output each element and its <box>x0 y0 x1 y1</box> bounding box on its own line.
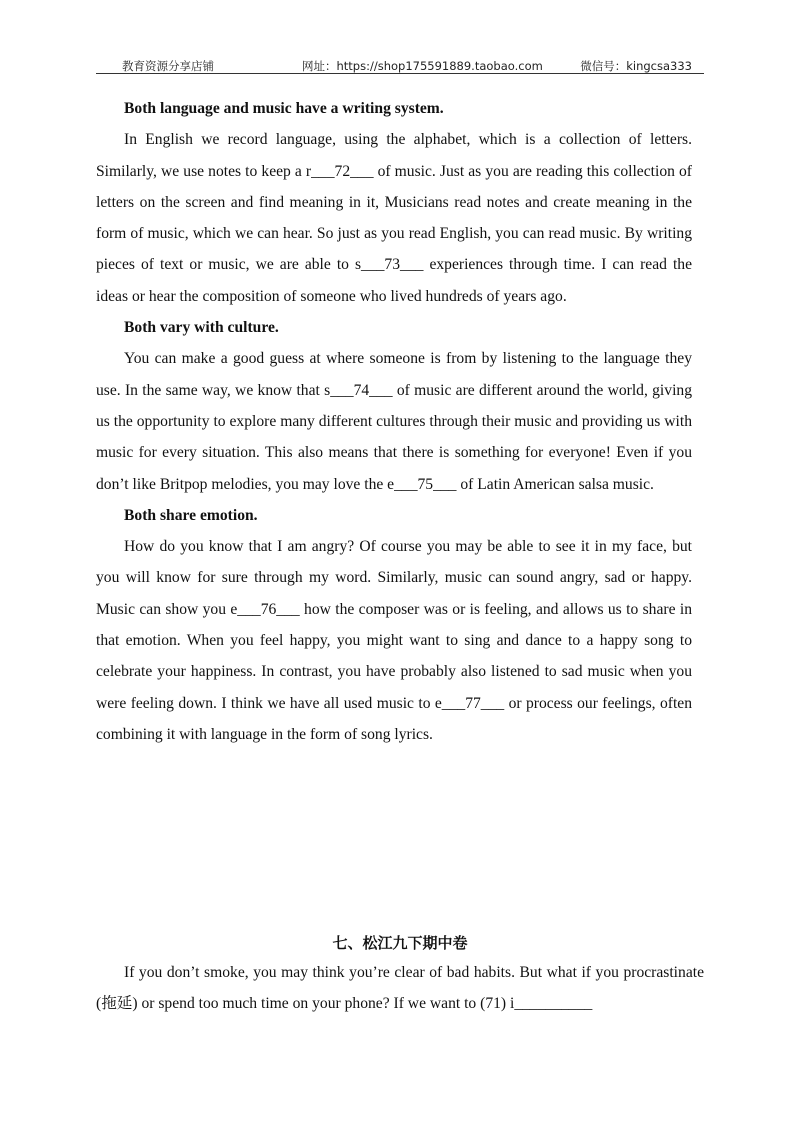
header-wechat-id: 微信号：kingcsa333 <box>580 59 692 73</box>
reading-passage <box>96 93 692 750</box>
header-shop-url: 网址：https://shop175591889.taobao.com <box>302 59 543 73</box>
paragraph-culture: You can make a good guess at where someone is from by listening to the language they use. In the same way, we know that s___74___ of music are different around the world, giving us the opportunity to explore many different cultures through their music and providing us with music for every situation. This also means that there is something for everyone! Even if you don’t like Britpop melodies, you may love the e___75___ of Latin American salsa music. <box>96 350 692 493</box>
header-shop-name: 教育资源分享店铺 <box>122 59 214 73</box>
paragraph-emotion: How do you know that I am angry? Of course you may be able to see it in my face, but you will know for sure through my word. Similarly, music can sound angry, sad or happy. Music can show you e___76___ how the composer was or is feeling, and allows us to share in that emotion. When you feel happy, you might want to sing and dance to a happy song to celebrate your happiness. In contrast, you have probably also listened to sad music when you were feeling down. I think we have all used music to e___77___ or process our feelings, often combining it with language in the form of song lyrics. <box>96 538 692 743</box>
second-passage <box>96 957 704 1020</box>
paragraph-writing-system: In English we record language, using the alphabet, which is a collection of letters. Similarly, we use notes to keep a r___72___ of music. Just as you are reading this collection of letters on the screen and find meaning in it, Musicians read notes and create meaning in the form of music, which we can hear. So just as you read English, you can read music. By writing pieces of text or music, we are able to s___73___ experiences through time. I can read the ideas or hear the composition of someone who lived hundreds of years ago. <box>96 131 692 305</box>
section-heading-emotion: Both share emotion. <box>124 506 258 524</box>
paragraph-bad-habits: If you don’t smoke, you may think you’re clear of bad habits. But what if you procrastinate (拖延) or spend too much time on your phone? If we want to (71) i__________ <box>96 964 704 1013</box>
section-heading-writing-system: Both language and music have a writing system. <box>124 100 444 117</box>
exam-section-title: 七、松江九下期中卷 <box>332 934 468 952</box>
page-header <box>96 52 704 74</box>
section-heading-culture: Both vary with culture. <box>124 319 279 337</box>
header-divider <box>96 73 704 74</box>
